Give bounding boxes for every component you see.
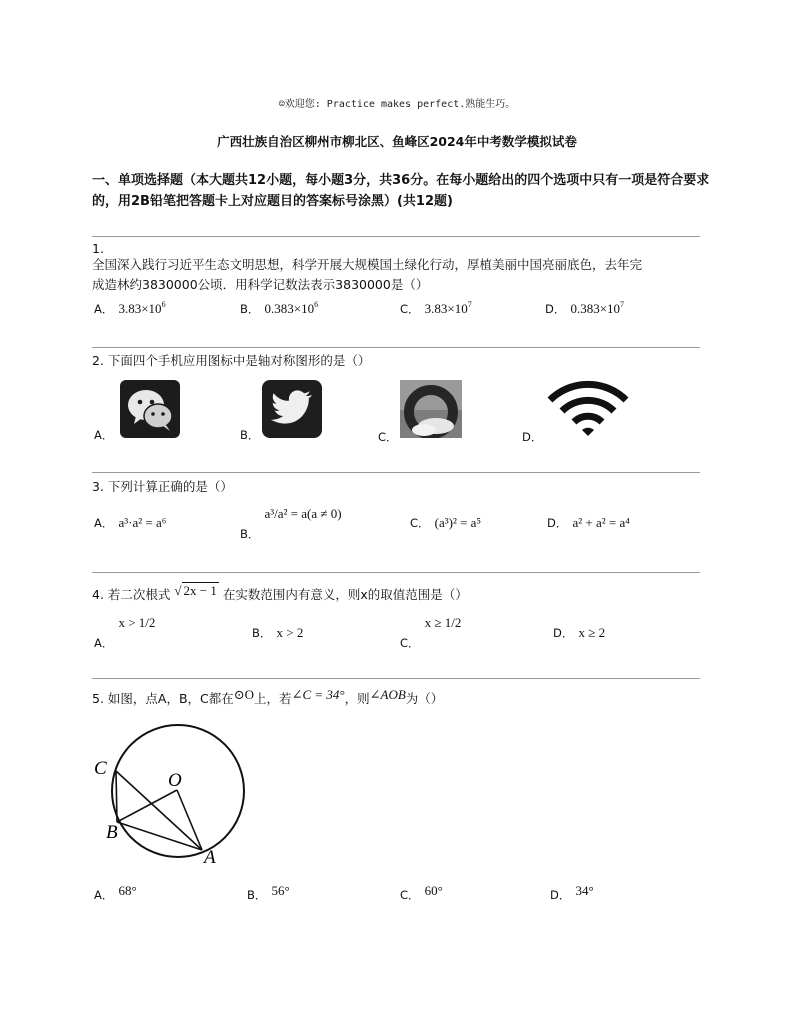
paper-title: 广西壮族自治区柳州市柳北区、鱼峰区2024年中考数学模拟试卷	[217, 134, 577, 149]
option-label: D．	[550, 888, 571, 902]
q1-line2: 成造林约3830000公顷．用科学记数法表示3830000是（）	[92, 277, 429, 292]
divider	[92, 472, 700, 473]
option-base: 3.83×10	[424, 301, 468, 316]
q2-option-b-label: B．	[240, 428, 260, 442]
option-label: D．	[553, 626, 574, 640]
section-heading: 一、单项选择题（本大题共12小题，每小题3分，共36分。在每小题给出的四个选项中只有一项是符合要求的，用2B铅笔把答题卡上对应题目的答案标号涂黑）(共12题)	[92, 173, 710, 209]
option-exp: 6	[161, 300, 166, 309]
q4-option-a[interactable]	[94, 612, 156, 650]
divider	[92, 236, 700, 237]
option-expr: x ≥ 2	[578, 625, 606, 640]
q4-option-c[interactable]	[400, 612, 462, 650]
segment-ca	[116, 771, 202, 850]
q5-option-a[interactable]	[94, 884, 137, 903]
option-expr: x > 2	[276, 625, 304, 640]
divider	[92, 572, 700, 573]
option-label: B．	[240, 302, 260, 316]
q3-option-b[interactable]	[240, 503, 342, 541]
q4-option-d[interactable]	[553, 622, 605, 641]
header-note: ☺欢迎您: Practice makes perfect.熟能生巧。	[278, 99, 516, 110]
option-label: A．	[94, 302, 114, 316]
q4-text-before: 4. 若二次根式	[92, 587, 171, 602]
option-value: 68°	[118, 883, 137, 898]
q1-line1: 全国深入践行习近平生态文明思想，科学开展大规模国土绿化行动，厚植美丽中国亮丽底色，去年完	[92, 257, 643, 272]
q3-option-c[interactable]	[410, 512, 481, 531]
point-label-o: O	[168, 770, 182, 791]
option-value: 34°	[575, 883, 594, 898]
option-base: 0.383×10	[264, 301, 315, 316]
point-label-c: C	[94, 758, 107, 779]
option-label: C．	[400, 888, 420, 902]
q5-text-b: 上，若	[254, 691, 292, 706]
q1-number: 1.	[92, 241, 104, 256]
q2-text: 2. 下面四个手机应用图标中是轴对称图形的是（）	[92, 353, 371, 368]
q5-angle-c: ∠C = 34°	[291, 687, 345, 702]
q4-stem	[92, 584, 468, 605]
option-label: D．	[547, 516, 568, 530]
q4-text-after: 在实数范围内有意义，则x的取值范围是（）	[222, 587, 468, 602]
q5-circle-symbol: ⊙O	[233, 687, 255, 702]
wifi-icon[interactable]	[546, 378, 630, 442]
q3-text: 3. 下列计算正确的是（）	[92, 479, 233, 494]
option-label: B．	[252, 626, 272, 640]
app-ring-icon[interactable]	[400, 380, 462, 442]
option-exp: 7	[620, 300, 625, 309]
option-expr: x > 1/2	[118, 615, 156, 630]
q2-option-d-label: D．	[522, 430, 543, 444]
divider	[92, 347, 700, 348]
option-expr: a³·a² = a⁶	[118, 515, 167, 530]
twitter-icon[interactable]	[262, 380, 322, 442]
point-label-b: B	[106, 822, 118, 843]
divider	[92, 678, 700, 679]
q5-stem	[92, 688, 443, 709]
q5-option-d[interactable]	[550, 884, 594, 903]
option-expr: x ≥ 1/2	[424, 615, 462, 630]
q5-text-a: 5. 如图，点A，B，C都在	[92, 691, 234, 706]
option-expr: (a³)² = a⁵	[434, 515, 481, 530]
option-label: D．	[545, 302, 566, 316]
option-value: 56°	[271, 883, 290, 898]
q2-option-c-label: C．	[378, 430, 398, 444]
q3-option-d[interactable]	[547, 512, 630, 531]
q2-option-a-label: A．	[94, 428, 114, 442]
option-exp: 7	[467, 300, 472, 309]
option-exp: 6	[314, 300, 319, 309]
q5-option-b[interactable]	[247, 884, 290, 903]
q5-option-c[interactable]	[400, 884, 443, 903]
option-label: A．	[94, 888, 114, 902]
segment-oa	[177, 790, 202, 850]
q5-text-c: ，则	[344, 691, 370, 706]
q1-option-a[interactable]	[94, 298, 166, 317]
option-label: B．	[247, 888, 267, 902]
option-base: 3.83×10	[118, 301, 162, 316]
wechat-icon[interactable]	[120, 380, 180, 442]
q3-option-a[interactable]	[94, 512, 166, 531]
option-label: A．	[94, 636, 114, 650]
option-value: 60°	[424, 883, 443, 898]
q5-angle-aob: ∠AOB	[369, 687, 406, 702]
q1-option-d[interactable]	[545, 298, 624, 317]
option-label: C．	[400, 636, 420, 650]
point-label-a: A	[204, 847, 216, 868]
option-label: B．	[240, 527, 260, 541]
option-label: C．	[410, 516, 430, 530]
q4-radical: √ 2x − 1	[174, 583, 217, 598]
option-label: A．	[94, 516, 114, 530]
segment-cb	[116, 771, 117, 822]
q1-option-c[interactable]	[400, 298, 472, 317]
option-label: C．	[400, 302, 420, 316]
option-base: 0.383×10	[570, 301, 621, 316]
q1-option-b[interactable]	[240, 298, 318, 317]
q4-option-b[interactable]	[252, 622, 303, 641]
option-expr: a³/a² = a(a ≠ 0)	[264, 506, 342, 521]
option-expr: a² + a² = a⁴	[572, 515, 630, 530]
q5-figure	[92, 724, 252, 878]
q4-radicand: 2x − 1	[183, 583, 217, 598]
q5-text-d: 为（）	[405, 691, 444, 706]
segment-ob	[117, 790, 177, 822]
